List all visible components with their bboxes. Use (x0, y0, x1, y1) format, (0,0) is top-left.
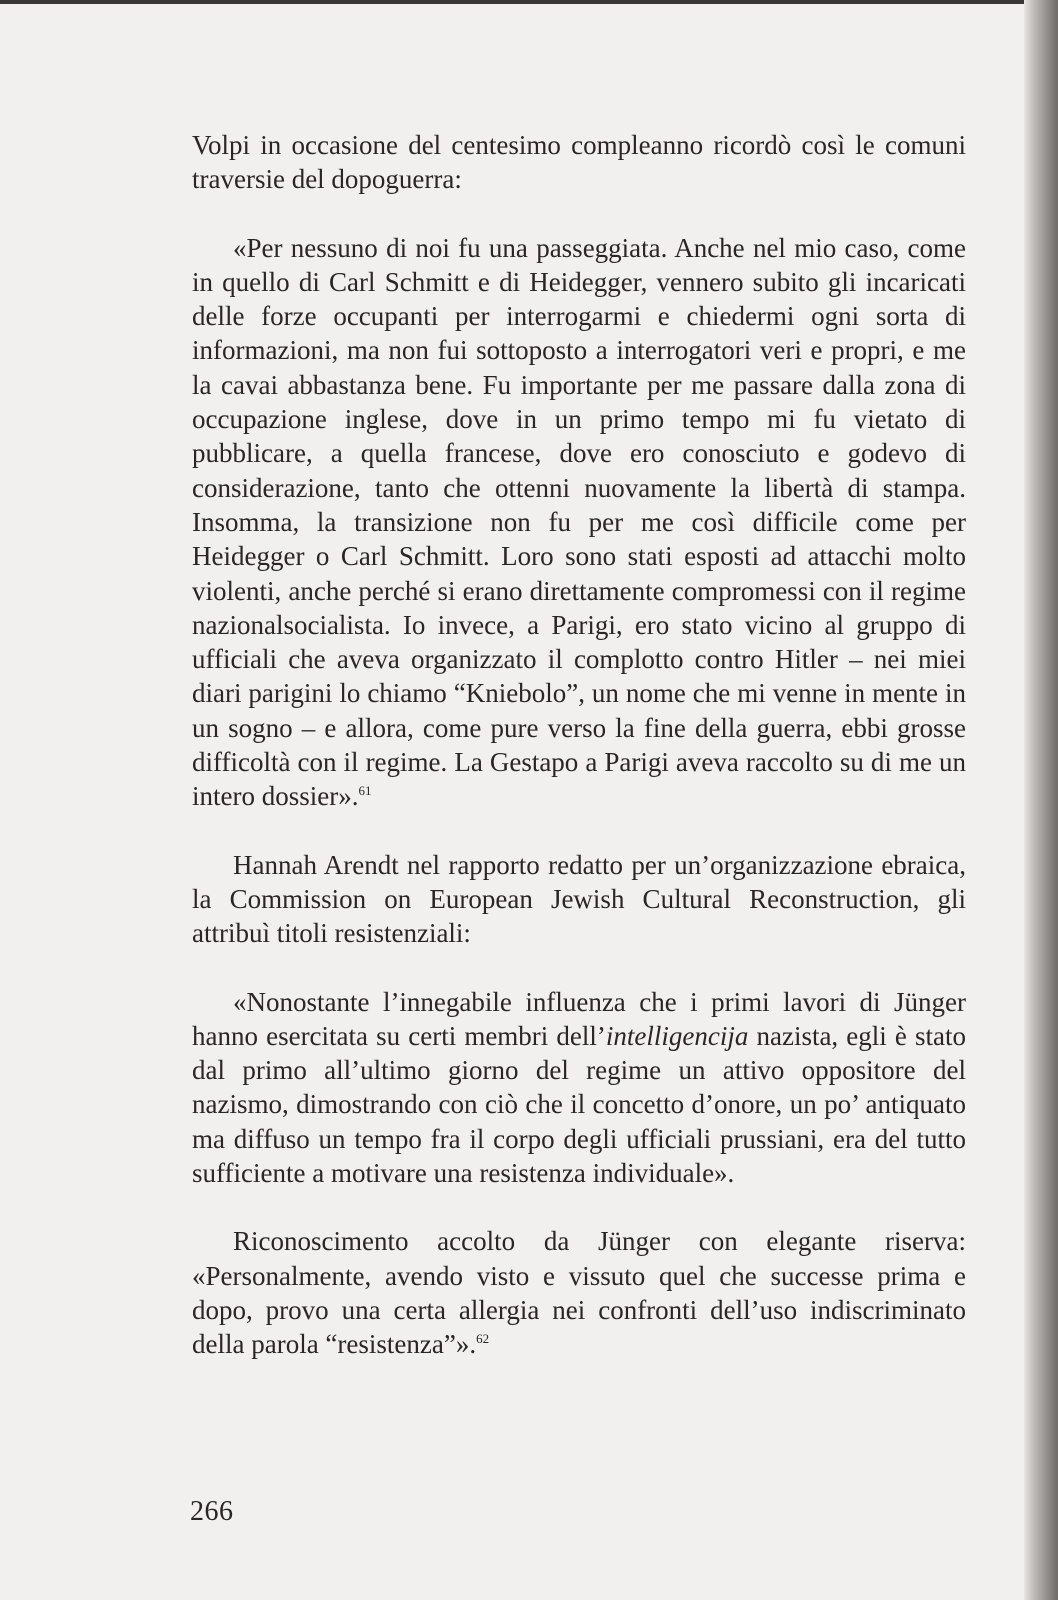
page-number: 266 (190, 1496, 234, 1527)
top-rule (0, 0, 1035, 4)
arendt-quote-text-after: nazista, egli è stato dal primo all’ultimo giorno del regime un attivo oppositore del nazismo, dimostrando con ciò che il concetto d’onore, un po’ antiquato ma diffuso un tempo fra il corpo degli ufficiali prussiani, era del tutto sufficiente a motivare una resistenza individuale». (192, 1020, 966, 1189)
junger-paragraph (192, 1224, 966, 1361)
junger-paragraph-text: Riconoscimento accolto da Jünger con elegante riserva: «Personalmente, avendo visto e vissuto quel che successe prima e dopo, provo una certa allergia nei confronti dell’uso indiscriminato della parola “resistenza”». (192, 1226, 966, 1360)
page-gutter-shadow (1024, 0, 1058, 1600)
volpi-quote (192, 231, 966, 814)
arendt-quote (192, 985, 966, 1191)
page-body (192, 128, 966, 1396)
footnote-ref-61: 61 (358, 783, 372, 799)
arendt-quote-text-before: «Nonostante l’innegabile influenza che i primi lavori di Jünger hanno esercitata su certi membri dell’ (192, 986, 966, 1051)
volpi-quote-text: «Per nessuno di noi fu una passeggiata. Anche nel mio caso, come in quello di Carl Schmitt e di Heidegger, vennero subito gli incaricati delle forze occupanti per interrogarmi e chiedermi ogni sorta di informazioni, ma non fui sottoposto a interrogatori veri e propri, e me la cavai abbastanza bene. Fu importante per me passare dalla zona di occupazione inglese, dove in un primo tempo mi fu vietato di pubblicare, a quella francese, dove ero conosciuto e godevo di considerazione, tanto che ottenni nuovamente la libertà di stampa. Insomma, la transizione non fu per me così difficile come per Heidegger o Carl Schmitt. Loro sono stati esposti ad attacchi molto violenti, anche perché si erano direttamente compromessi con il regime nazionalsocialista. Io invece, a Parigi, ero stato vicino al gruppo di ufficiali che aveva organizzato il complotto contro Hitler – nei miei diari parigini lo chiamo “Kniebolo”, un nome che mi venne in mente in un sogno – e allora, come pure verso la fine della guerra, ebbi grosse difficoltà con il regime. La Gestapo a Parigi aveva raccolto su di me un intero dossier». (192, 232, 966, 812)
intro-paragraph: Volpi in occasione del centesimo compleanno ricordò così le comuni traversie del dopoguerra: (192, 130, 966, 195)
arendt-quote-italic: intelligencija (605, 1020, 749, 1051)
footnote-ref-62: 62 (476, 1331, 490, 1347)
arendt-paragraph: Hannah Arendt nel rapporto redatto per un’organizzazione ebraica, la Commission on European Jewish Cultural Reconstruction, gli attribuì titoli resistenziali: (192, 849, 966, 949)
